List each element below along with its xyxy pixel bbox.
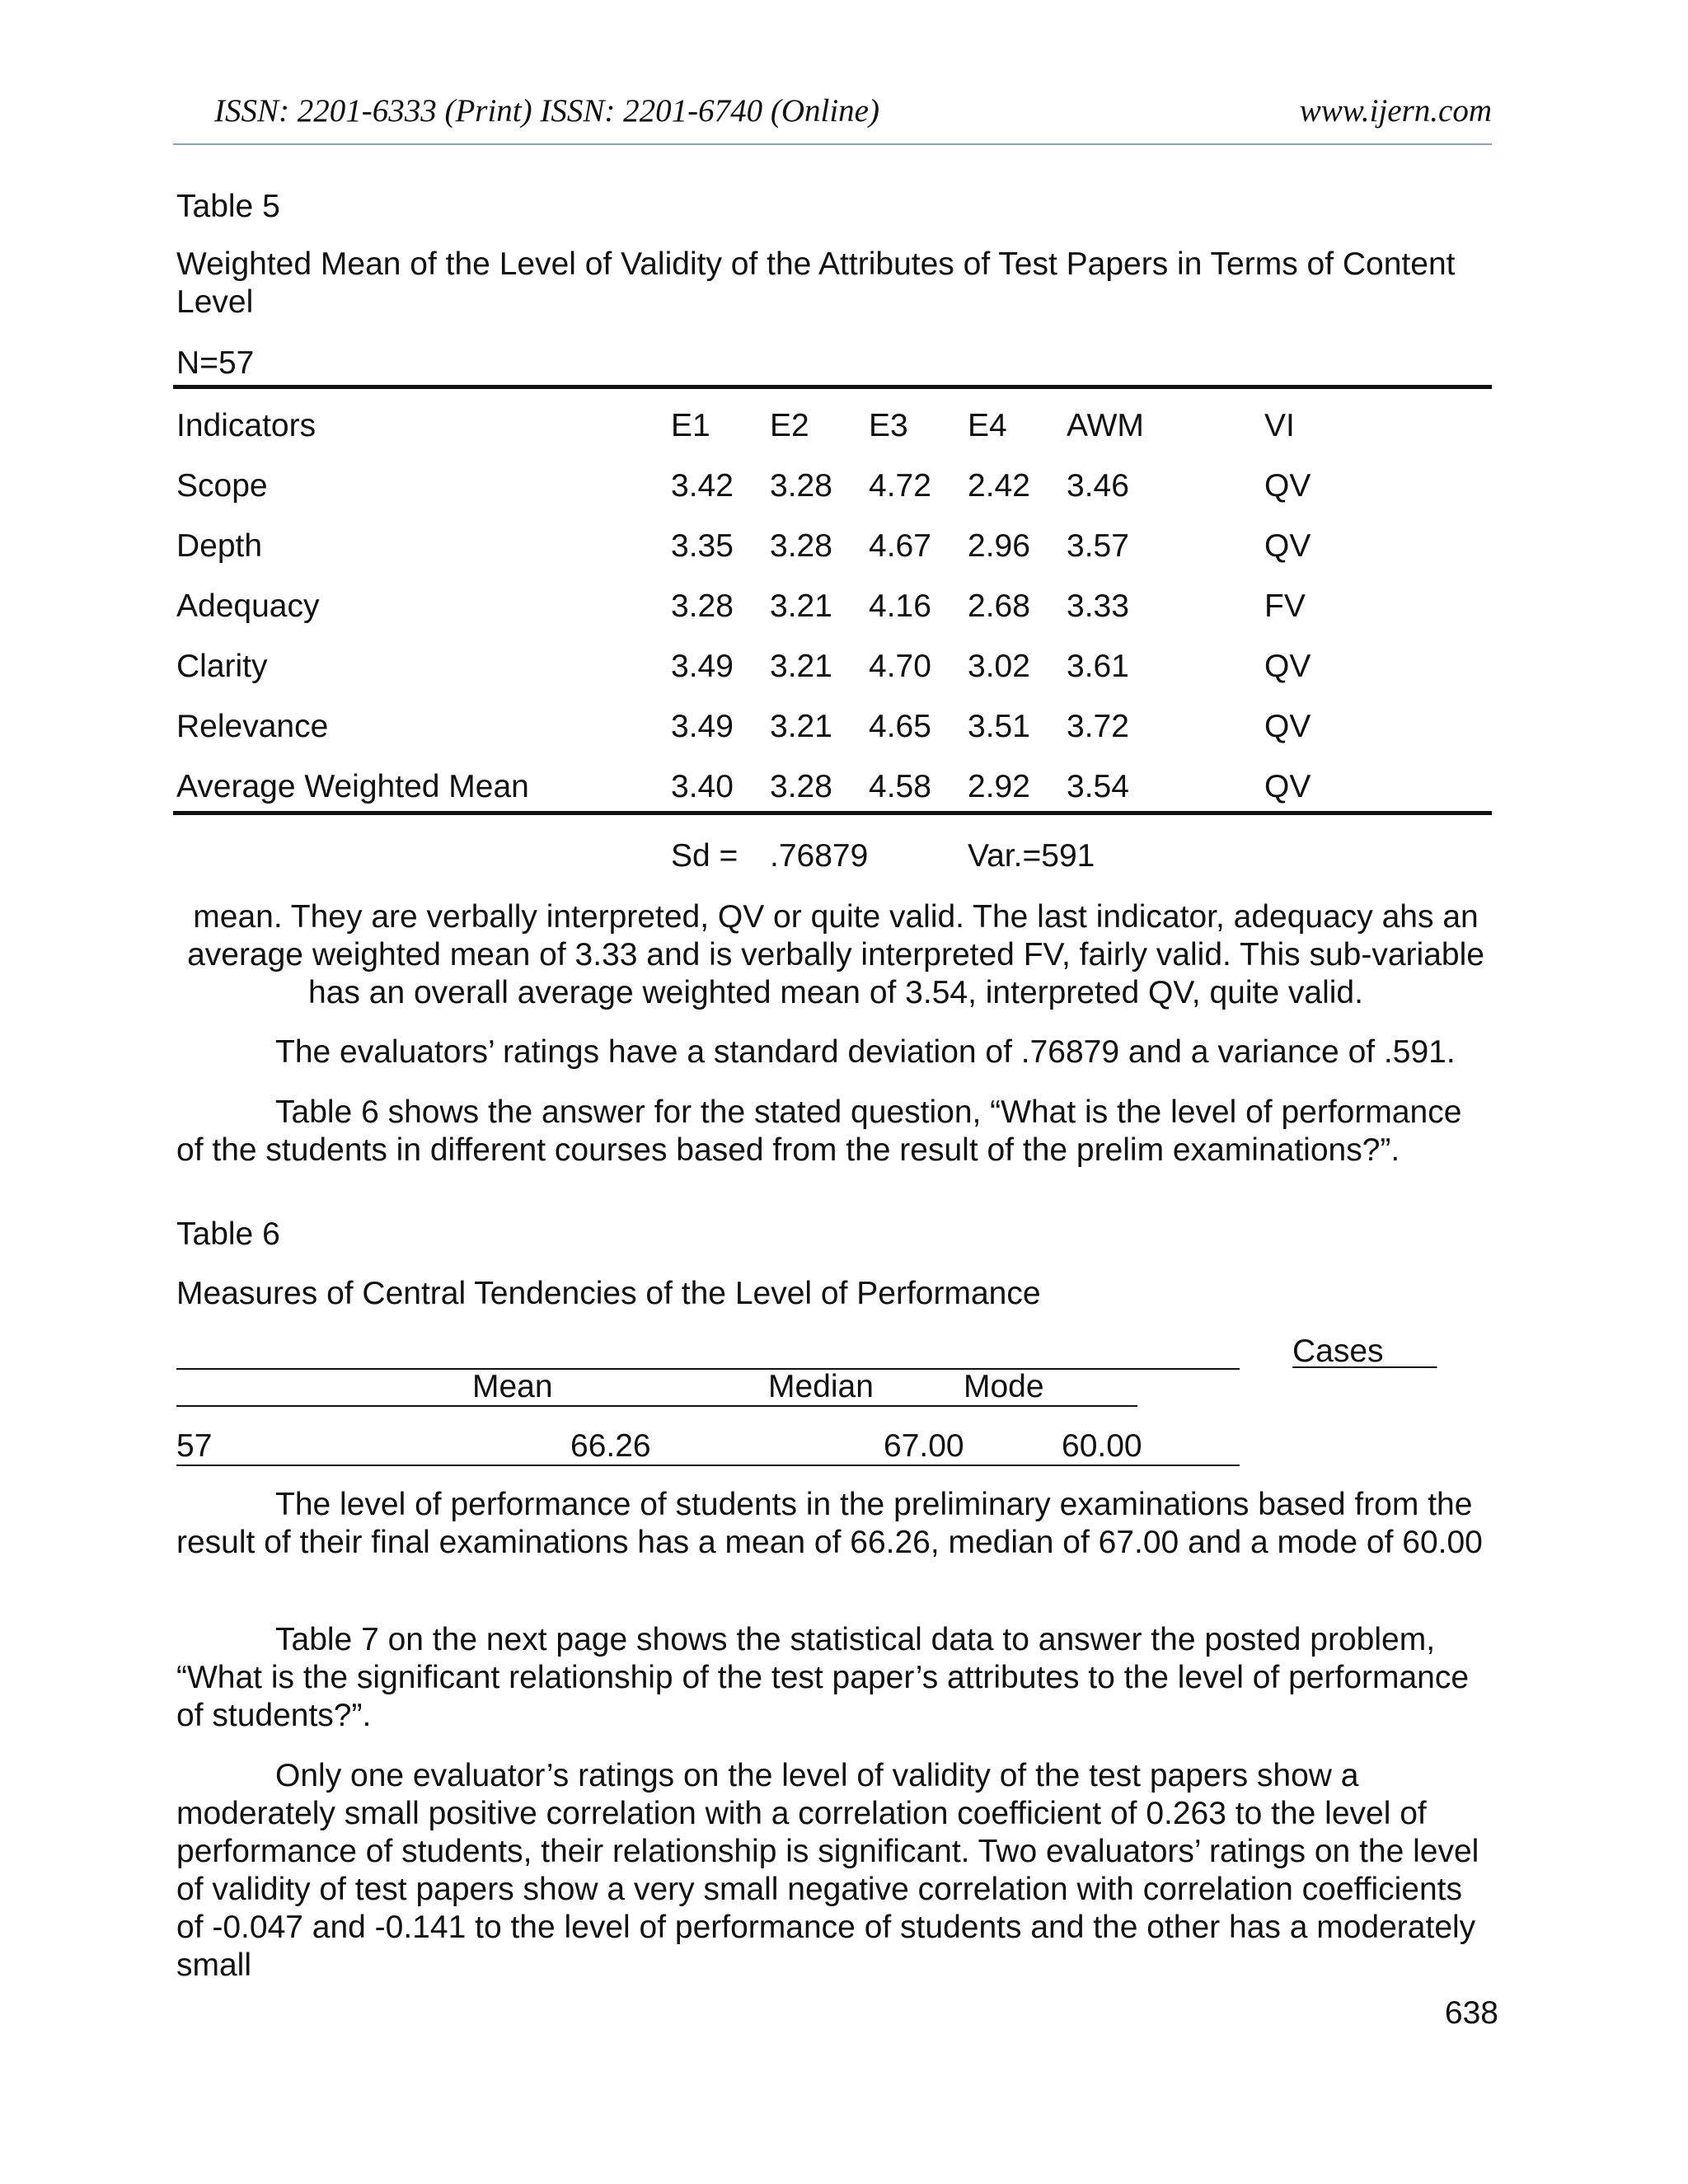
table5-row-cell: 2.96	[968, 528, 1030, 564]
table5-row-cell: 3.21	[770, 588, 832, 624]
table5-row-cell: 3.21	[770, 709, 832, 744]
paragraph-1: mean. They are verbally interpreted, QV or quite valid. The last indicator, adequacy ahs an average weighted mean of 3.33 and is verbally interpreted FV, fairly valid. This sub-variable has an overall average weighted mean of 3.54, interpreted QV, quite valid.	[187, 899, 1484, 1010]
table5-row-cell: Adequacy	[176, 588, 320, 624]
page-header	[173, 92, 1492, 143]
header-divider	[173, 143, 1492, 145]
table5-row-cell: 4.67	[869, 528, 931, 564]
table6-mode-header: Mode	[964, 1369, 1044, 1404]
table5-row-cell: FV	[1264, 588, 1306, 624]
table5-row-cell: 3.33	[1067, 588, 1129, 624]
table6-title: Measures of Central Tendencies of the Level of Performance	[176, 1276, 1041, 1311]
table6-mean-header: Mean	[472, 1369, 553, 1404]
table5-row-cell: 3.54	[1067, 769, 1129, 804]
table6-mean-value: 66.26	[570, 1428, 651, 1464]
table5-header-row-cell: Indicators	[176, 408, 316, 443]
table5-row-cell: 3.28	[671, 588, 734, 624]
table5-row-cell: QV	[1264, 709, 1311, 744]
table5-row-cell: 3.49	[671, 649, 734, 684]
table6-cases-header: Cases	[1292, 1333, 1384, 1369]
table5-row-cell: Depth	[176, 528, 263, 564]
table5-row-cell: 3.40	[671, 769, 734, 804]
table5-row-cell: Scope	[176, 468, 268, 504]
table6-label: Table 6	[176, 1216, 280, 1252]
table5-row-cell: 3.21	[770, 649, 832, 684]
table5-row-cell: 4.58	[869, 769, 931, 804]
table5-header-row-cell: E3	[869, 408, 908, 443]
paragraph-6: Only one evaluator’s ratings on the level of validity of the test papers show a moderately small positive correlation with a correlation coefficient of 0.263 to the level of performance of students, their relationship is significant. Two evaluators’ ratings on the level of validity of test papers show a very small negative correlation with correlation coefficients of -0.047 and -0.141 to the level of performance of students and the other has a moderately small	[176, 1758, 1479, 1983]
table5-row-cell: 3.02	[968, 649, 1030, 684]
table5-header-row-cell: E1	[671, 408, 710, 443]
table5-sd-value: .76879	[770, 838, 869, 874]
table5-row-cell: 4.70	[869, 649, 931, 684]
table5-row-cell: 2.92	[968, 769, 1030, 804]
table5-row-cell: 3.28	[770, 528, 832, 564]
table5-row-cell: 4.72	[869, 468, 931, 504]
table5-row-cell: 2.68	[968, 588, 1030, 624]
table5-row-cell: QV	[1264, 528, 1311, 564]
paragraph-4: The level of performance of students in the preliminary examinations based from the result of their final examinations has a mean of 66.26, median of 67.00 and a mode of 60.00	[176, 1487, 1483, 1560]
table5-row	[176, 468, 1492, 528]
paragraph-3: Table 6 shows the answer for the stated question, “What is the level of performance of the students in different courses based from the result of the prelim examinations?”.	[176, 1094, 1462, 1168]
table5-header-row-cell: AWM	[1067, 408, 1144, 443]
table5-row-cell: 3.46	[1067, 468, 1129, 504]
table5-title: Weighted Mean of the Level of Validity of the Attributes of Test Papers in Terms of Content Level	[176, 246, 1456, 320]
table5-row-cell: 3.51	[968, 709, 1030, 744]
table5-header-row	[176, 408, 1492, 468]
table5-label: Table 5	[176, 189, 280, 224]
table5-row-cell: 3.49	[671, 709, 734, 744]
table5-row	[176, 588, 1492, 649]
table5-sd-label: Sd =	[671, 838, 738, 874]
paragraph-2: The evaluators’ ratings have a standard deviation of .76879 and a variance of .591.	[275, 1034, 1456, 1070]
table5-row-cell: 3.42	[671, 468, 734, 504]
table5-row	[176, 709, 1492, 769]
table5-row-cell: 3.35	[671, 528, 734, 564]
table6-median-value: 67.00	[884, 1428, 964, 1464]
table6-cases-value: 57	[176, 1428, 213, 1464]
table5-n: N=57	[176, 345, 255, 381]
table5-top-rule	[173, 385, 1492, 389]
table5-row	[176, 769, 1492, 829]
table6-header-rule-left	[176, 1368, 1240, 1370]
table5-row-cell: QV	[1264, 468, 1311, 504]
table5-header-row-cell: E2	[770, 408, 809, 443]
journal-url: www.ijern.com	[1299, 93, 1492, 129]
paragraph-5: Table 7 on the next page shows the statistical data to answer the posted problem, “What is the significant relationship of the test paper’s attributes to the level of performance of students?”.	[176, 1622, 1470, 1733]
table5-row	[176, 649, 1492, 709]
page-number: 638	[1444, 1995, 1498, 2031]
table5-row-cell: Average Weighted Mean	[176, 769, 529, 804]
table5-row-cell: 3.57	[1067, 528, 1129, 564]
journal-issn: ISSN: 2201-6333 (Print) ISSN: 2201-6740 (Online)	[214, 93, 879, 129]
table5-row-cell: 4.65	[869, 709, 931, 744]
table5	[176, 408, 1492, 829]
table6-mode-value: 60.00	[1062, 1428, 1142, 1464]
table6-median-header: Median	[768, 1369, 874, 1404]
table5-header-row-cell: E4	[968, 408, 1007, 443]
table5-row-cell: QV	[1264, 649, 1311, 684]
table5-row-cell: Relevance	[176, 709, 329, 744]
table5-row-cell: 3.28	[770, 468, 832, 504]
table5-row-cell: 3.72	[1067, 709, 1129, 744]
table5-row	[176, 528, 1492, 588]
table5-row-cell: 2.42	[968, 468, 1030, 504]
table5-row-cell: 3.61	[1067, 649, 1129, 684]
table5-header-row-cell: VI	[1264, 408, 1295, 443]
table5-row-cell: QV	[1264, 769, 1311, 804]
table5-row-cell: 4.16	[869, 588, 931, 624]
table5-bottom-rule	[173, 811, 1492, 815]
table5-row-cell: 3.28	[770, 769, 832, 804]
table5-variance: Var.=591	[968, 838, 1095, 874]
table5-row-cell: Clarity	[176, 649, 268, 684]
